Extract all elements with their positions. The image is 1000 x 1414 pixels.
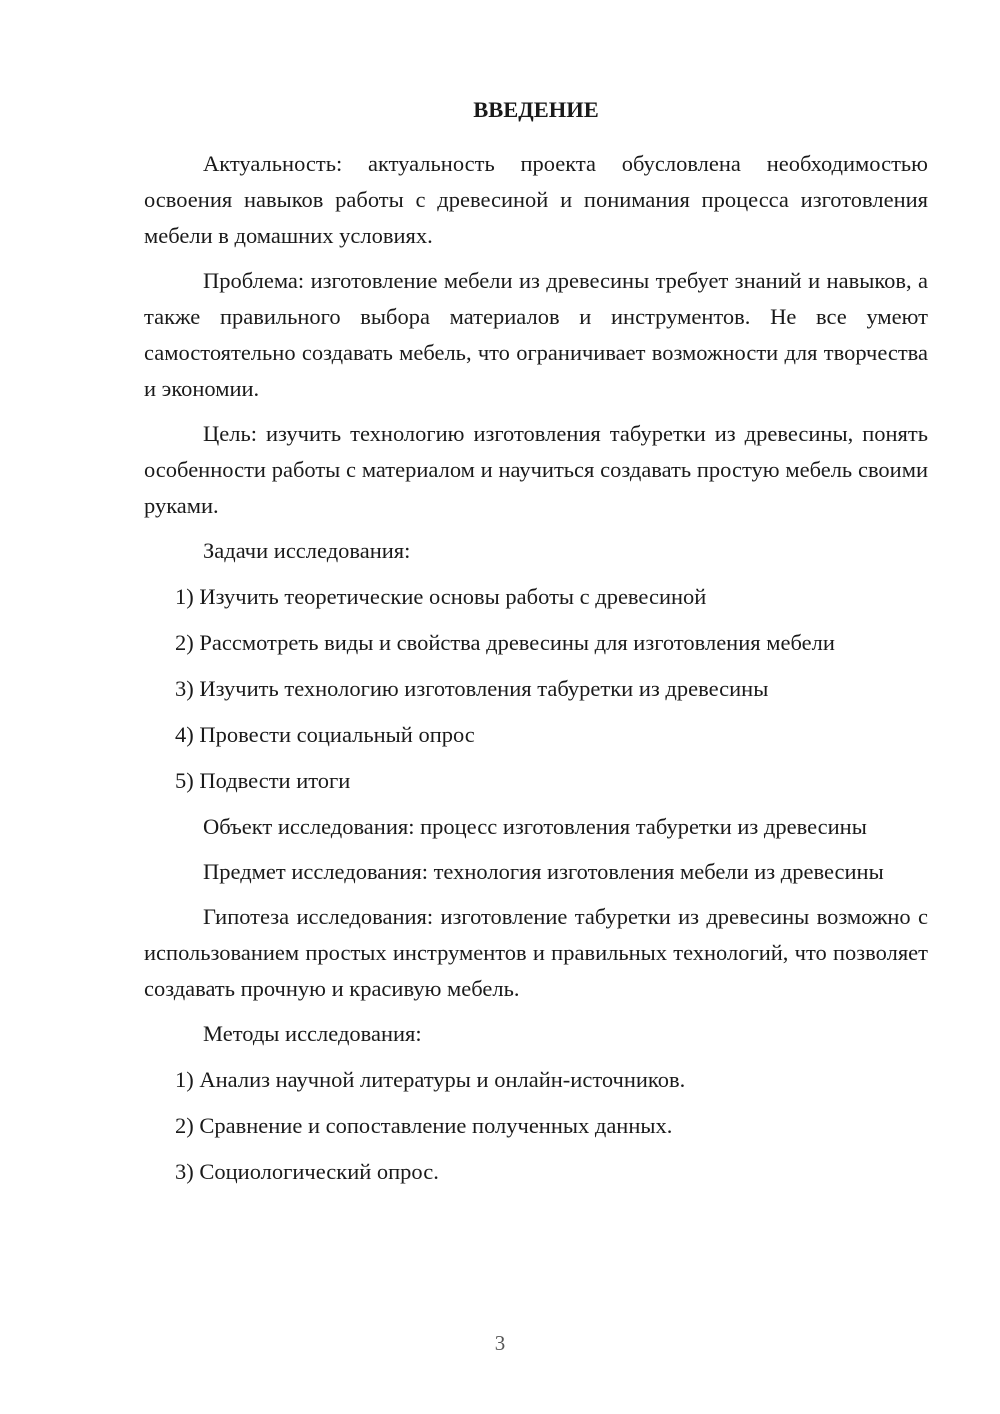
relevance-paragraph: Актуальность: актуальность проекта обусловлена необходимостью освоения навыков работы с древесиной и понимания процесса изготовления мебели в домашних условиях. (144, 151, 928, 248)
page-title: ВВЕДЕНИЕ (473, 97, 599, 122)
hypothesis-paragraph: Гипотеза исследования: изготовление табуретки из древесины возможно с использованием простых инструментов и правильных технологий, что позволяет создавать прочную и красивую мебель. (144, 904, 928, 1001)
task-item: 5) Подвести итоги (175, 768, 351, 793)
task-item: 1) Изучить теоретические основы работы с древесиной (175, 584, 707, 609)
problem-paragraph: Проблема: изготовление мебели из древесины требует знаний и навыков, а также правильного выбора материалов и инструментов. Не все умеют самостоятельно создавать мебель, что ограничивает возможности для творчества и экономии. (144, 268, 928, 401)
task-item: 4) Провести социальный опрос (175, 722, 475, 747)
object-paragraph: Объект исследования: процесс изготовления табуретки из древесины (203, 814, 867, 839)
task-item: 3) Изучить технологию изготовления табуретки из древесины (175, 676, 769, 701)
methods-label: Методы исследования: (203, 1021, 422, 1046)
subject-paragraph: Предмет исследования: технология изготовления мебели из древесины (203, 859, 884, 884)
task-item: 2) Рассмотреть виды и свойства древесины для изготовления мебели (175, 630, 835, 655)
method-item: 1) Анализ научной литературы и онлайн-источников. (175, 1067, 686, 1092)
method-item: 3) Социологический опрос. (175, 1159, 439, 1184)
page-number: 3 (494, 1331, 506, 1355)
tasks-label: Задачи исследования: (203, 538, 411, 563)
goal-paragraph: Цель: изучить технологию изготовления табуретки из древесины, понять особенности работы с материалом и научиться создавать простую мебель своими руками. (144, 421, 928, 518)
document-page (144, 92, 928, 1200)
method-item: 2) Сравнение и сопоставление полученных данных. (175, 1113, 673, 1138)
